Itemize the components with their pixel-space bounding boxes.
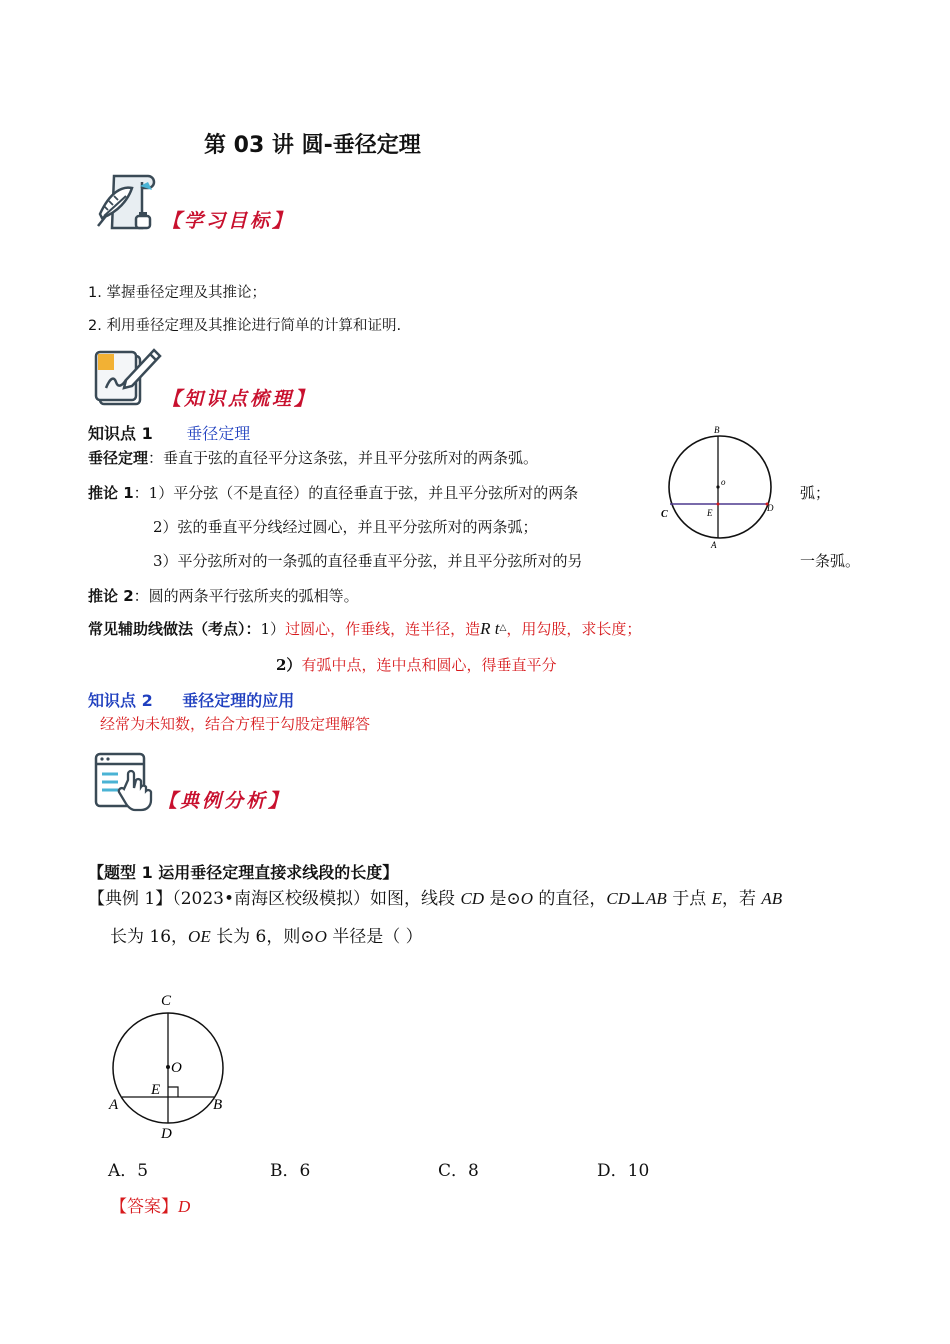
kp2-name: 垂径定理的应用 bbox=[182, 691, 295, 710]
fig1-label-d: D bbox=[767, 503, 774, 513]
example1-line2 bbox=[110, 922, 423, 947]
cor1-label: 推论 1 bbox=[88, 484, 134, 502]
fig2-label-c: C bbox=[161, 993, 172, 1009]
seg-oe: OE bbox=[188, 927, 211, 946]
example1-t3: 于点 bbox=[666, 889, 712, 909]
answer-line bbox=[110, 1192, 190, 1217]
kp1-heading bbox=[88, 421, 250, 444]
option-d: D．10 bbox=[597, 1161, 650, 1181]
corollary2-line bbox=[88, 585, 359, 606]
fig1-label-a: A bbox=[711, 540, 717, 550]
aux-item2: 有弧中点，连中点和圆心，得垂直平分 bbox=[301, 656, 557, 674]
fig1-label-b: B bbox=[714, 425, 720, 435]
option-b: B．6 bbox=[270, 1161, 311, 1181]
cor2-label: 推论 2 bbox=[88, 587, 134, 605]
example1-line2-a: 长为 16， bbox=[110, 927, 189, 947]
option-a: A．5 bbox=[108, 1161, 149, 1181]
aux-line1 bbox=[88, 618, 641, 639]
cor2-text: ：圆的两条平行弦所夹的弧相等。 bbox=[133, 587, 359, 605]
answer-label: 【答案】 bbox=[110, 1197, 178, 1217]
kp1-label: 知识点 1 bbox=[88, 424, 153, 443]
circle-o-2: O bbox=[314, 927, 327, 946]
example1-source: （2023•南海区校级模拟）如图，线段 bbox=[172, 889, 461, 909]
aux-item1-a: 过圆心，作垂线，连半径，造 bbox=[285, 620, 481, 638]
aux-item1-b: ，用勾股，求长度； bbox=[506, 620, 642, 638]
option-c: C．8 bbox=[438, 1161, 479, 1181]
answer-value: D bbox=[178, 1197, 191, 1216]
cor1-item1: ：1）平分弦（不是直径）的直径垂直于弦，并且平分弦所对的两条 bbox=[133, 484, 579, 502]
banner-examples: 【典例分析】 bbox=[158, 790, 291, 812]
fig2-label-a: A bbox=[109, 1097, 119, 1113]
kp2-label: 知识点 2 bbox=[88, 691, 153, 710]
fig2-label-e: E bbox=[151, 1082, 161, 1098]
kp2-heading bbox=[88, 688, 294, 711]
seg-cd-2: CD bbox=[606, 889, 631, 908]
example1-line2-b: 长为 6，则⊙ bbox=[210, 927, 315, 947]
fig1-label-o: o bbox=[721, 477, 726, 487]
cor1-item3: 3）平分弦所对的一条弧的直径垂直平分弦，并且平分弦所对的另 bbox=[153, 552, 583, 570]
theorem-line bbox=[88, 447, 538, 468]
kp1-name: 垂径定理 bbox=[186, 424, 251, 443]
perp-symbol: ⊥ bbox=[630, 889, 647, 909]
example1-label: 【典例 1】 bbox=[88, 889, 173, 909]
seg-ab: AB bbox=[646, 889, 667, 908]
example1-t2: 的直径， bbox=[533, 889, 607, 909]
aux-item1-rt: R t bbox=[480, 619, 500, 638]
theorem-label: 垂径定理 bbox=[88, 449, 149, 467]
figure-circle-1 bbox=[655, 422, 785, 552]
example1-line2-c: 半径是（ ） bbox=[326, 927, 423, 947]
page-title: 第 03 讲 圆-垂径定理 bbox=[204, 133, 421, 158]
fig2-label-d: D bbox=[161, 1126, 172, 1142]
aux-line2 bbox=[276, 654, 556, 675]
cor1-item2: 2）弦的垂直平分线经过圆心，并且平分弦所对的两条弧； bbox=[153, 518, 538, 536]
cor1-item3-tail: 一条弧。 bbox=[800, 552, 861, 570]
circle-o: O bbox=[520, 889, 533, 908]
scroll-quill-icon bbox=[92, 170, 162, 236]
example1-t1: 是⊙ bbox=[484, 889, 521, 909]
point-e: E bbox=[711, 889, 723, 908]
aux-item2-num: 2） bbox=[276, 656, 302, 674]
aux-item1-num: 1） bbox=[260, 620, 286, 638]
cor1-item1-tail: 弧； bbox=[800, 484, 831, 502]
seg-cd: CD bbox=[460, 889, 485, 908]
fig2-label-o: O bbox=[171, 1060, 182, 1076]
theorem-text: ：垂直于弦的直径平分这条弦，并且平分弦所对的两条弧。 bbox=[148, 449, 539, 467]
notebook-pencil-icon bbox=[92, 344, 164, 410]
figure-circle-2 bbox=[100, 988, 240, 1144]
type1-heading: 【题型 1 运用垂径定理直接求线段的长度】 bbox=[88, 863, 399, 882]
corollary1-line1 bbox=[88, 482, 578, 503]
fig1-label-c: C bbox=[661, 509, 668, 520]
banner-knowledge: 【知识点梳理】 bbox=[162, 388, 317, 410]
example1-t4: ，若 bbox=[722, 889, 762, 909]
aux-item1-triangle: △ bbox=[499, 623, 507, 633]
fig2-label-b: B bbox=[213, 1097, 223, 1113]
fig1-label-e: E bbox=[707, 508, 713, 518]
screen-pointer-icon bbox=[92, 750, 158, 814]
aux-label: 常见辅助线做法（考点）： bbox=[88, 620, 261, 638]
goal-item: 1. 掌握垂径定理及其推论； bbox=[88, 285, 266, 301]
seg-ab-2: AB bbox=[761, 889, 783, 908]
banner-goals: 【学习目标】 bbox=[162, 210, 295, 232]
example1-line1 bbox=[88, 884, 782, 909]
goal-item: 2. 利用垂径定理及其推论进行简单的计算和证明. bbox=[88, 318, 402, 334]
kp2-note: 经常为未知数，结合方程于勾股定理解答 bbox=[100, 715, 371, 733]
